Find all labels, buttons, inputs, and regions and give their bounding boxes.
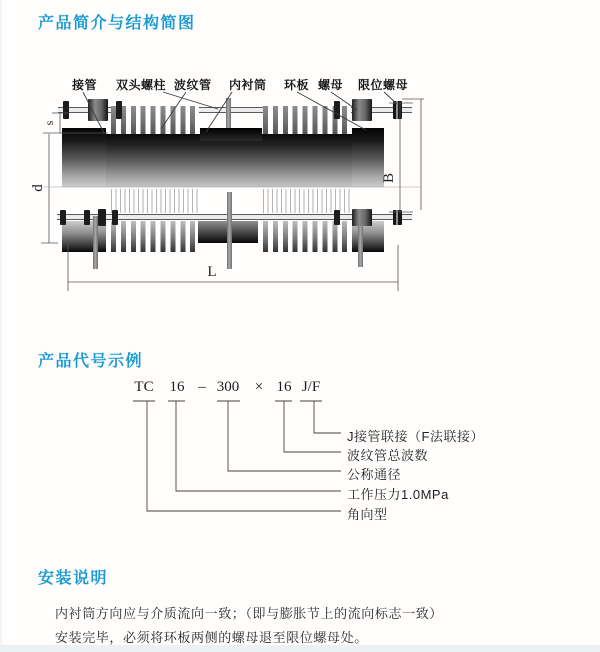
code-token-times: ×	[254, 379, 264, 395]
hanging-stud-right	[358, 221, 363, 267]
center-collar	[200, 128, 262, 141]
bellows-fins-left	[111, 106, 199, 134]
nut-bot-left-4	[112, 210, 118, 225]
limit-nut-bot-right	[393, 210, 402, 225]
bellows-fins-right-lower	[263, 221, 351, 252]
code-anno-connection: J接管联接（F法联接）	[347, 429, 484, 444]
section-title-install: 安装说明	[38, 570, 109, 587]
code-token-jf: J/F	[301, 379, 321, 395]
code-anno-pressure: 工作压力1.0MPa	[347, 487, 449, 502]
limit-nut-top-right	[393, 101, 402, 119]
nut-bot-left-1	[60, 210, 66, 225]
code-token-tc: TC	[134, 379, 154, 395]
nut-top-right-big	[352, 99, 372, 121]
nut-bot-right-big	[352, 209, 372, 226]
code-token-16a: 16	[169, 379, 185, 395]
part-label-pipe: 接管	[72, 78, 98, 92]
nut-top-left-big	[88, 99, 108, 121]
dim-label-b: B	[381, 172, 397, 184]
code-anno-diameter: 公称通径	[347, 467, 402, 482]
code-token-dash: –	[198, 379, 206, 395]
nut-top-left-outer	[63, 101, 69, 119]
nut-top-left-inner	[116, 101, 122, 119]
part-label-ring-plate: 环板	[284, 78, 310, 92]
code-anno-wave-count: 波纹管总波数	[347, 448, 429, 463]
bellows-fins-left-lower	[111, 221, 199, 252]
code-anno-type: 角向型	[347, 507, 388, 522]
inner-lines-left	[111, 189, 199, 213]
part-label-liner: 内衬筒	[229, 78, 267, 92]
install-note-line1: 内衬筒方向应与介质流向一致；（即与膨胀节上的流向标志一致）	[55, 606, 443, 621]
part-label-bellows: 波纹管	[174, 78, 212, 92]
hanging-stud-center	[227, 192, 232, 269]
nut-bot-left-3	[98, 209, 106, 226]
code-tree-lines	[133, 401, 341, 511]
dim-label-d: d	[30, 184, 46, 192]
part-label-limit-nut: 限位螺母	[358, 78, 409, 92]
dim-label-l: L	[207, 264, 217, 280]
install-note-line2: 安装完毕，必须将环板两侧的螺母退至限位螺母处。	[55, 630, 368, 645]
code-token-16b: 16	[276, 379, 292, 395]
nut-bot-left-2	[84, 210, 90, 225]
bellows-body	[106, 134, 352, 187]
pipe-end-right	[352, 128, 384, 187]
section-title-intro: 产品简介与结构简图	[38, 15, 196, 32]
section-title-code: 产品代号示例	[38, 353, 144, 370]
nut-top-right-inner	[334, 101, 340, 119]
part-label-stud: 双头螺柱	[116, 78, 167, 92]
structure-diagram	[0, 0, 600, 320]
page-edge-left	[0, 0, 2, 652]
page-edge-bottom	[0, 645, 600, 652]
nut-bot-right-inner	[334, 210, 340, 225]
dim-label-s: s	[42, 120, 56, 126]
code-token-300: 300	[216, 379, 240, 395]
part-label-nut: 螺母	[318, 78, 344, 92]
pipe-end-left	[62, 128, 106, 187]
